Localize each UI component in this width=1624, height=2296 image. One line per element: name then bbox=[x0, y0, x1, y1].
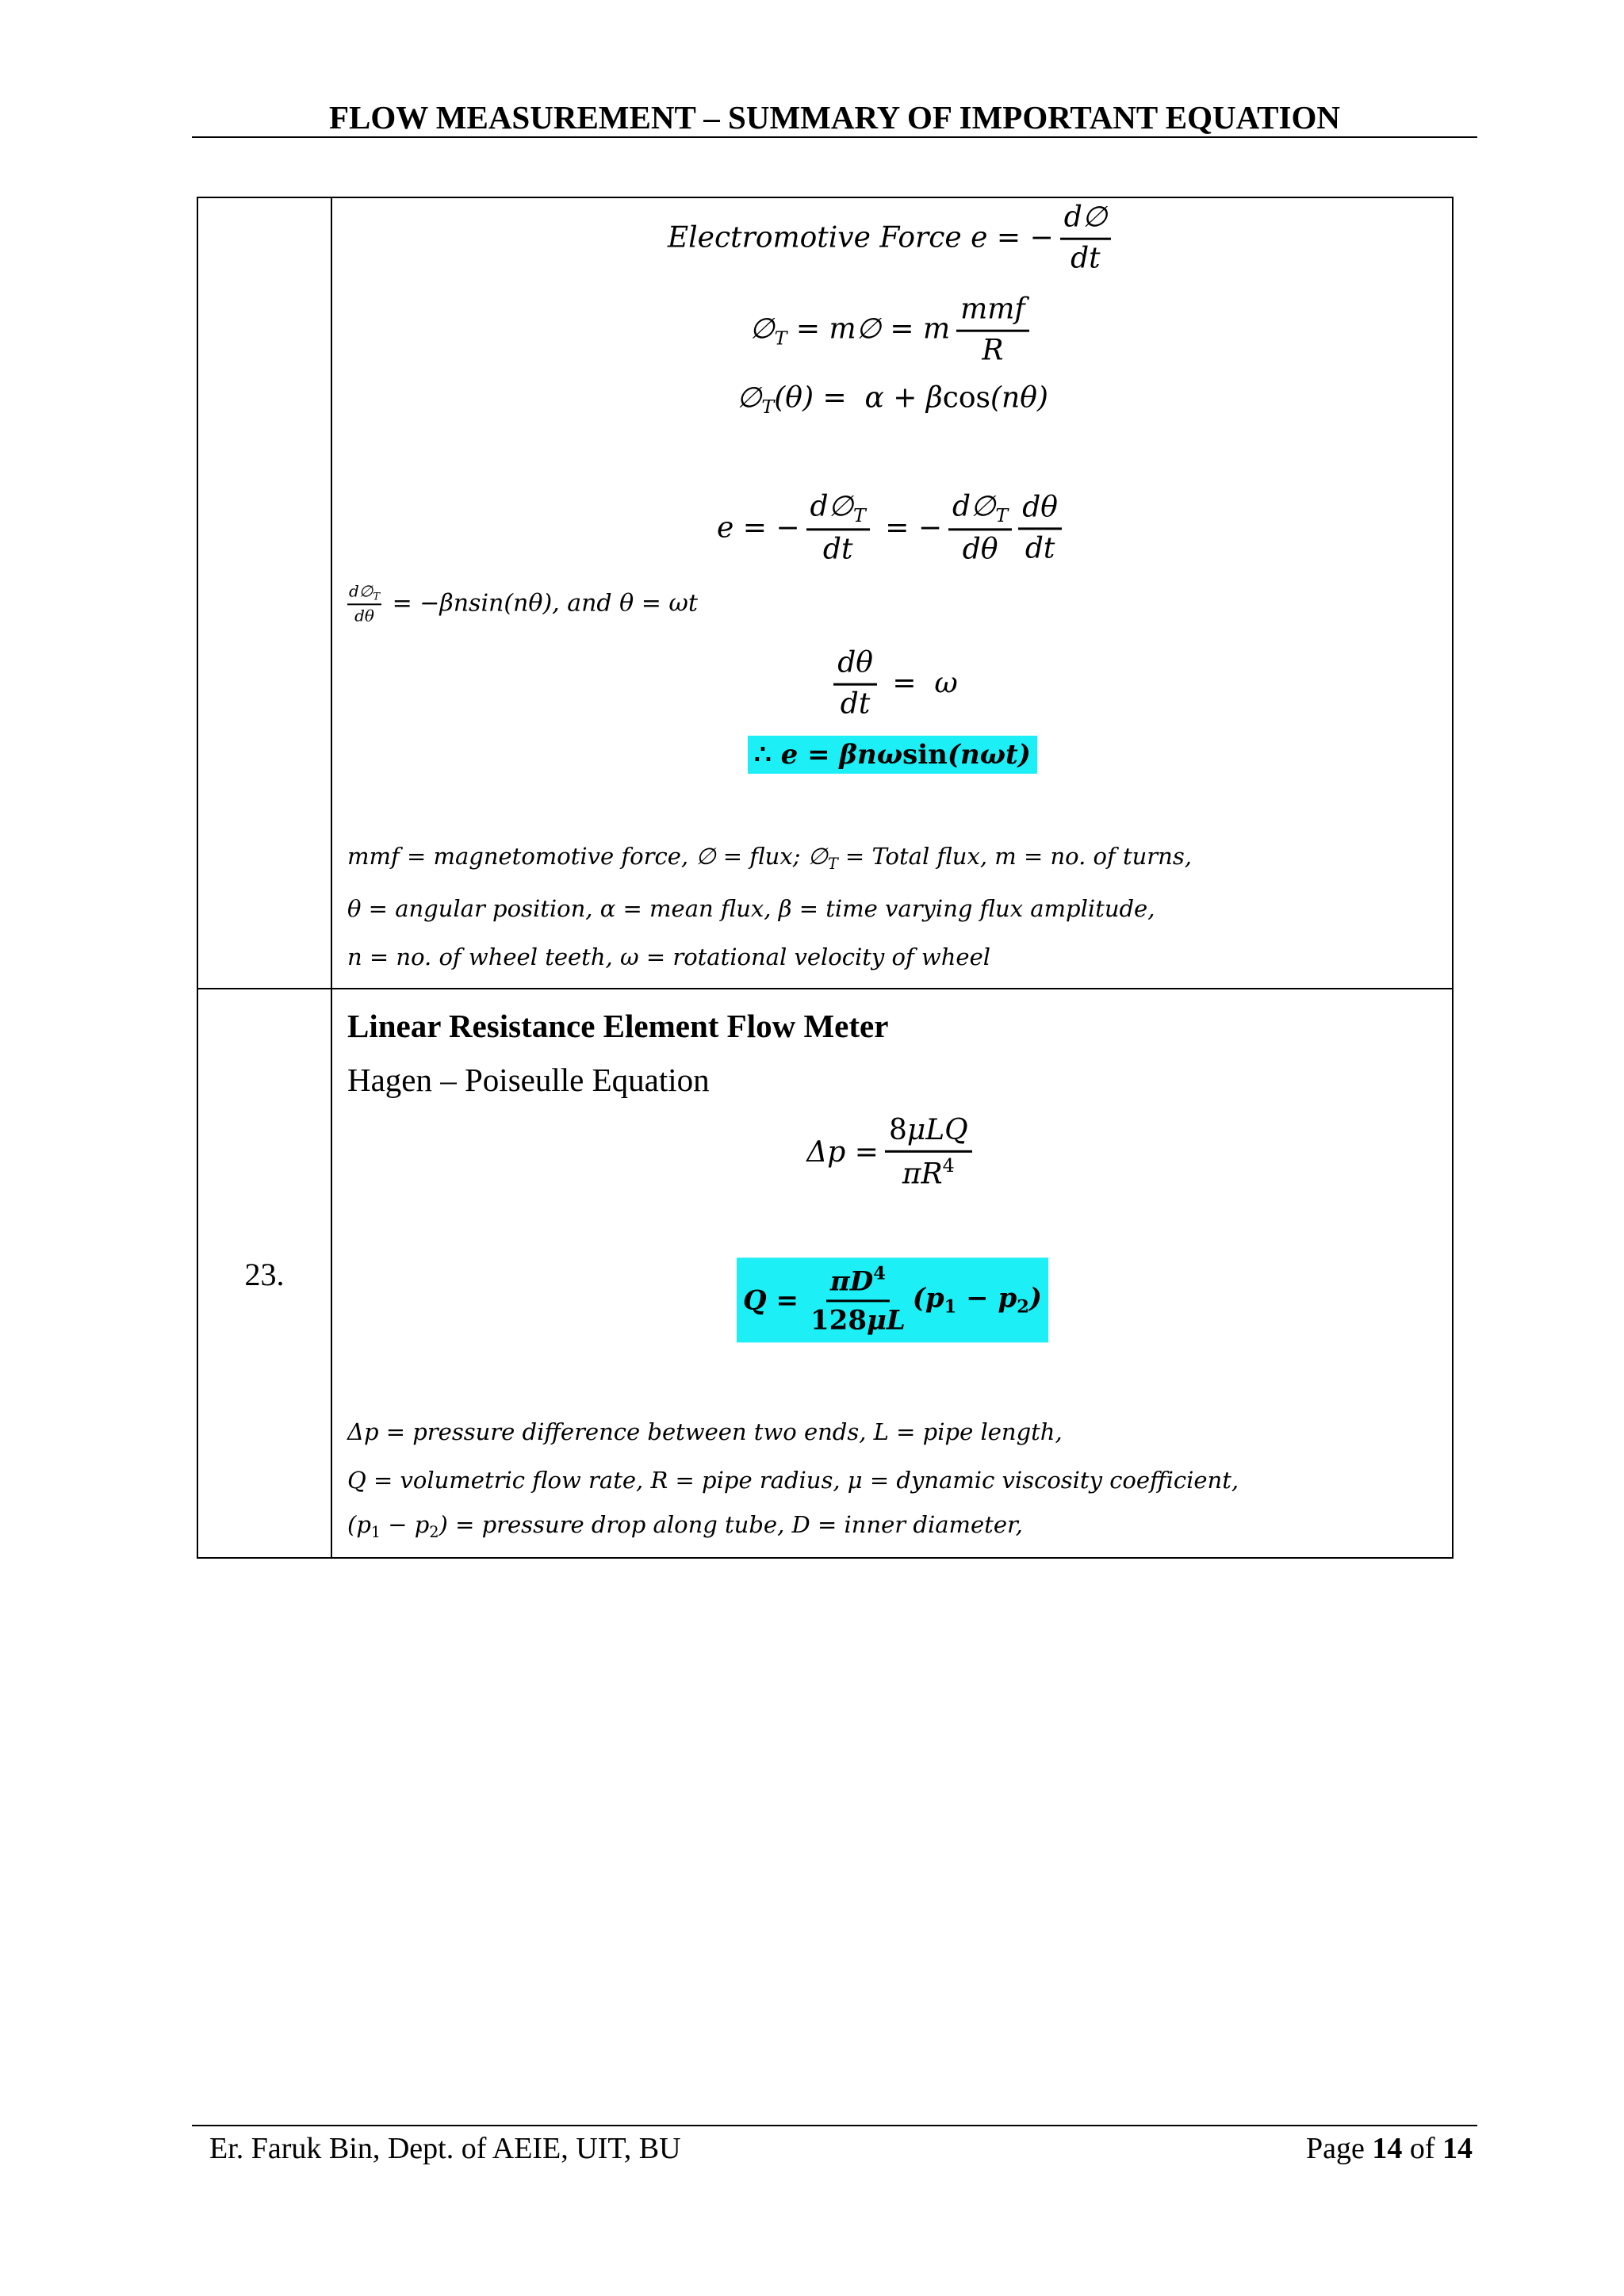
numerator-text: d∅ bbox=[810, 490, 853, 523]
dphi-dtheta-inline-fraction bbox=[347, 580, 381, 626]
term-text: (p bbox=[912, 1282, 944, 1314]
dphi-dt-fraction bbox=[806, 488, 870, 568]
subscript: 2 bbox=[1017, 1297, 1029, 1318]
term-text: − p bbox=[956, 1282, 1017, 1314]
definition-text: = Total flux, m = no. of turns, bbox=[837, 842, 1192, 870]
definition-line bbox=[347, 1509, 1023, 1548]
therefore-symbol: ∴ bbox=[754, 738, 772, 771]
emf-equation bbox=[333, 200, 1452, 278]
fraction-numerator: dθ bbox=[1018, 490, 1062, 530]
flux-derivative-rhs: = −βnsin(nθ), and θ = ωt bbox=[385, 589, 698, 618]
page-header-title: FLOW MEASUREMENT – SUMMARY OF IMPORTANT EQUATION bbox=[328, 99, 1340, 136]
fraction-numerator bbox=[347, 580, 381, 605]
flux-angle-argument: (nθ) bbox=[990, 381, 1048, 415]
numerator-text: d∅ bbox=[349, 581, 373, 601]
pressure-drop-fraction bbox=[885, 1112, 972, 1193]
subscript: 1 bbox=[370, 1523, 381, 1542]
definition-line: Q = volumetric flow rate, R = pipe radius, μ = dynamic viscosity coefficient, bbox=[347, 1467, 1239, 1494]
fraction-numerator bbox=[826, 1262, 890, 1302]
flow-rate-lhs: Q = bbox=[743, 1284, 799, 1316]
subscript: T bbox=[995, 503, 1009, 526]
numerator-text: d∅ bbox=[952, 490, 996, 523]
subscript: T bbox=[761, 395, 775, 418]
definition-line: θ = angular position, α = mean flux, β = time varying flux amplitude, bbox=[347, 895, 1155, 922]
dphi-dtheta-fraction bbox=[948, 488, 1012, 568]
subscript: T bbox=[827, 855, 838, 874]
subscript: T bbox=[774, 326, 787, 349]
flow-rate-equation bbox=[333, 1257, 1452, 1342]
emf-lhs: Electromotive Force e = − bbox=[667, 221, 1054, 254]
subscript: 1 bbox=[944, 1297, 957, 1318]
result-argument: (nωt) bbox=[947, 738, 1031, 771]
definition-text: − p bbox=[381, 1510, 430, 1538]
total-flux-middle: = m∅ = m bbox=[787, 312, 951, 346]
emf-chain-rule-equation bbox=[333, 488, 1452, 568]
denominator-text: πR bbox=[902, 1158, 943, 1191]
emf-chain-lhs: e = − bbox=[717, 511, 800, 545]
fraction-numerator bbox=[948, 488, 1012, 530]
emf-result-equation bbox=[333, 736, 1452, 774]
section-subtitle: Hagen – Poiseulle Equation bbox=[347, 1062, 710, 1098]
flux-angle-expression bbox=[737, 380, 1048, 419]
highlighted-flow-rate bbox=[737, 1257, 1048, 1342]
footer-author: Er. Faruk Bin, Dept. of AEIE, UIT, BU bbox=[209, 2132, 681, 2165]
page-number bbox=[1155, 2130, 1473, 2168]
flux-angle-lhs: (θ) = α + β bbox=[774, 381, 943, 415]
total-flux-equation bbox=[333, 292, 1452, 370]
flow-rate-fraction bbox=[806, 1262, 910, 1337]
definition-text: mmf = magnetomotive force, ∅ = flux; ∅ bbox=[347, 842, 828, 870]
header-rule bbox=[192, 136, 1477, 138]
fraction-numerator bbox=[885, 1112, 972, 1153]
denominator-variables: μL bbox=[866, 1304, 906, 1337]
definition-line bbox=[347, 840, 1192, 880]
definition-text: ) = pressure drop along tube, D = inner diameter, bbox=[439, 1510, 1023, 1538]
fraction-numerator bbox=[806, 488, 870, 530]
fraction-numerator: dθ bbox=[833, 645, 877, 686]
dtheta-dt-fraction bbox=[1018, 490, 1062, 568]
total-pages: 14 bbox=[1442, 2132, 1473, 2165]
footer-rule bbox=[192, 2125, 1477, 2126]
cos-function: cos bbox=[942, 381, 990, 415]
numerator-text: πD bbox=[829, 1265, 874, 1298]
superscript: 4 bbox=[873, 1263, 886, 1284]
row-number: 23. bbox=[244, 1257, 285, 1292]
fraction-denominator bbox=[806, 1302, 910, 1337]
emf-fraction bbox=[1060, 200, 1111, 278]
angular-rate-equation bbox=[333, 645, 1452, 724]
fraction-denominator: dt bbox=[1071, 242, 1101, 275]
definition-line: n = no. of wheel teeth, ω = rotational velocity of wheel bbox=[347, 943, 991, 970]
subscript: T bbox=[373, 591, 381, 603]
of-label: of bbox=[1409, 2132, 1435, 2165]
result-lhs: e = βnω bbox=[771, 738, 903, 771]
subscript: 2 bbox=[429, 1523, 439, 1542]
fraction-denominator: dθ bbox=[962, 533, 998, 566]
definition-text: (p bbox=[347, 1510, 371, 1538]
fraction-denominator: dt bbox=[1025, 532, 1055, 565]
fraction-denominator: dt bbox=[822, 533, 853, 566]
pressure-drop-equation bbox=[333, 1112, 1452, 1193]
coefficient: 8 bbox=[888, 1113, 907, 1146]
highlighted-result bbox=[748, 736, 1037, 774]
flux-symbol: ∅ bbox=[737, 381, 762, 415]
fraction-numerator: d∅ bbox=[1060, 200, 1111, 240]
pressure-difference-term bbox=[913, 1281, 1042, 1319]
emf-chain-middle: = − bbox=[875, 511, 943, 545]
sin-function: sin bbox=[902, 738, 948, 771]
dtheta-dt-fraction bbox=[833, 645, 877, 724]
fraction-denominator: R bbox=[982, 334, 1004, 367]
section-title: Linear Resistance Element Flow Meter bbox=[347, 1008, 889, 1044]
total-flux-lhs bbox=[749, 311, 950, 350]
flux-angle-equation bbox=[333, 380, 1452, 419]
term-text: ) bbox=[1028, 1282, 1042, 1314]
coefficient: 128 bbox=[810, 1304, 867, 1337]
pressure-drop-lhs: Δp = bbox=[806, 1135, 879, 1169]
table-row-divider bbox=[197, 988, 1454, 989]
numerator-variables: μLQ bbox=[906, 1113, 968, 1146]
definition-line: Δp = pressure difference between two ends, L = pipe length, bbox=[347, 1418, 1063, 1445]
flux-symbol: ∅ bbox=[749, 312, 775, 346]
mmf-fraction bbox=[956, 292, 1029, 370]
page-label: Page bbox=[1305, 2132, 1365, 2165]
superscript: 4 bbox=[942, 1154, 955, 1177]
current-page: 14 bbox=[1372, 2132, 1403, 2165]
fraction-denominator: dθ bbox=[354, 606, 374, 626]
subscript: T bbox=[852, 503, 866, 526]
angular-rate-rhs: = ω bbox=[883, 667, 958, 700]
fraction-denominator bbox=[898, 1153, 959, 1194]
flux-derivative-equation bbox=[347, 580, 698, 626]
fraction-numerator: mmf bbox=[956, 292, 1029, 332]
fraction-denominator: dt bbox=[840, 687, 871, 721]
table-column-divider bbox=[331, 197, 332, 1559]
